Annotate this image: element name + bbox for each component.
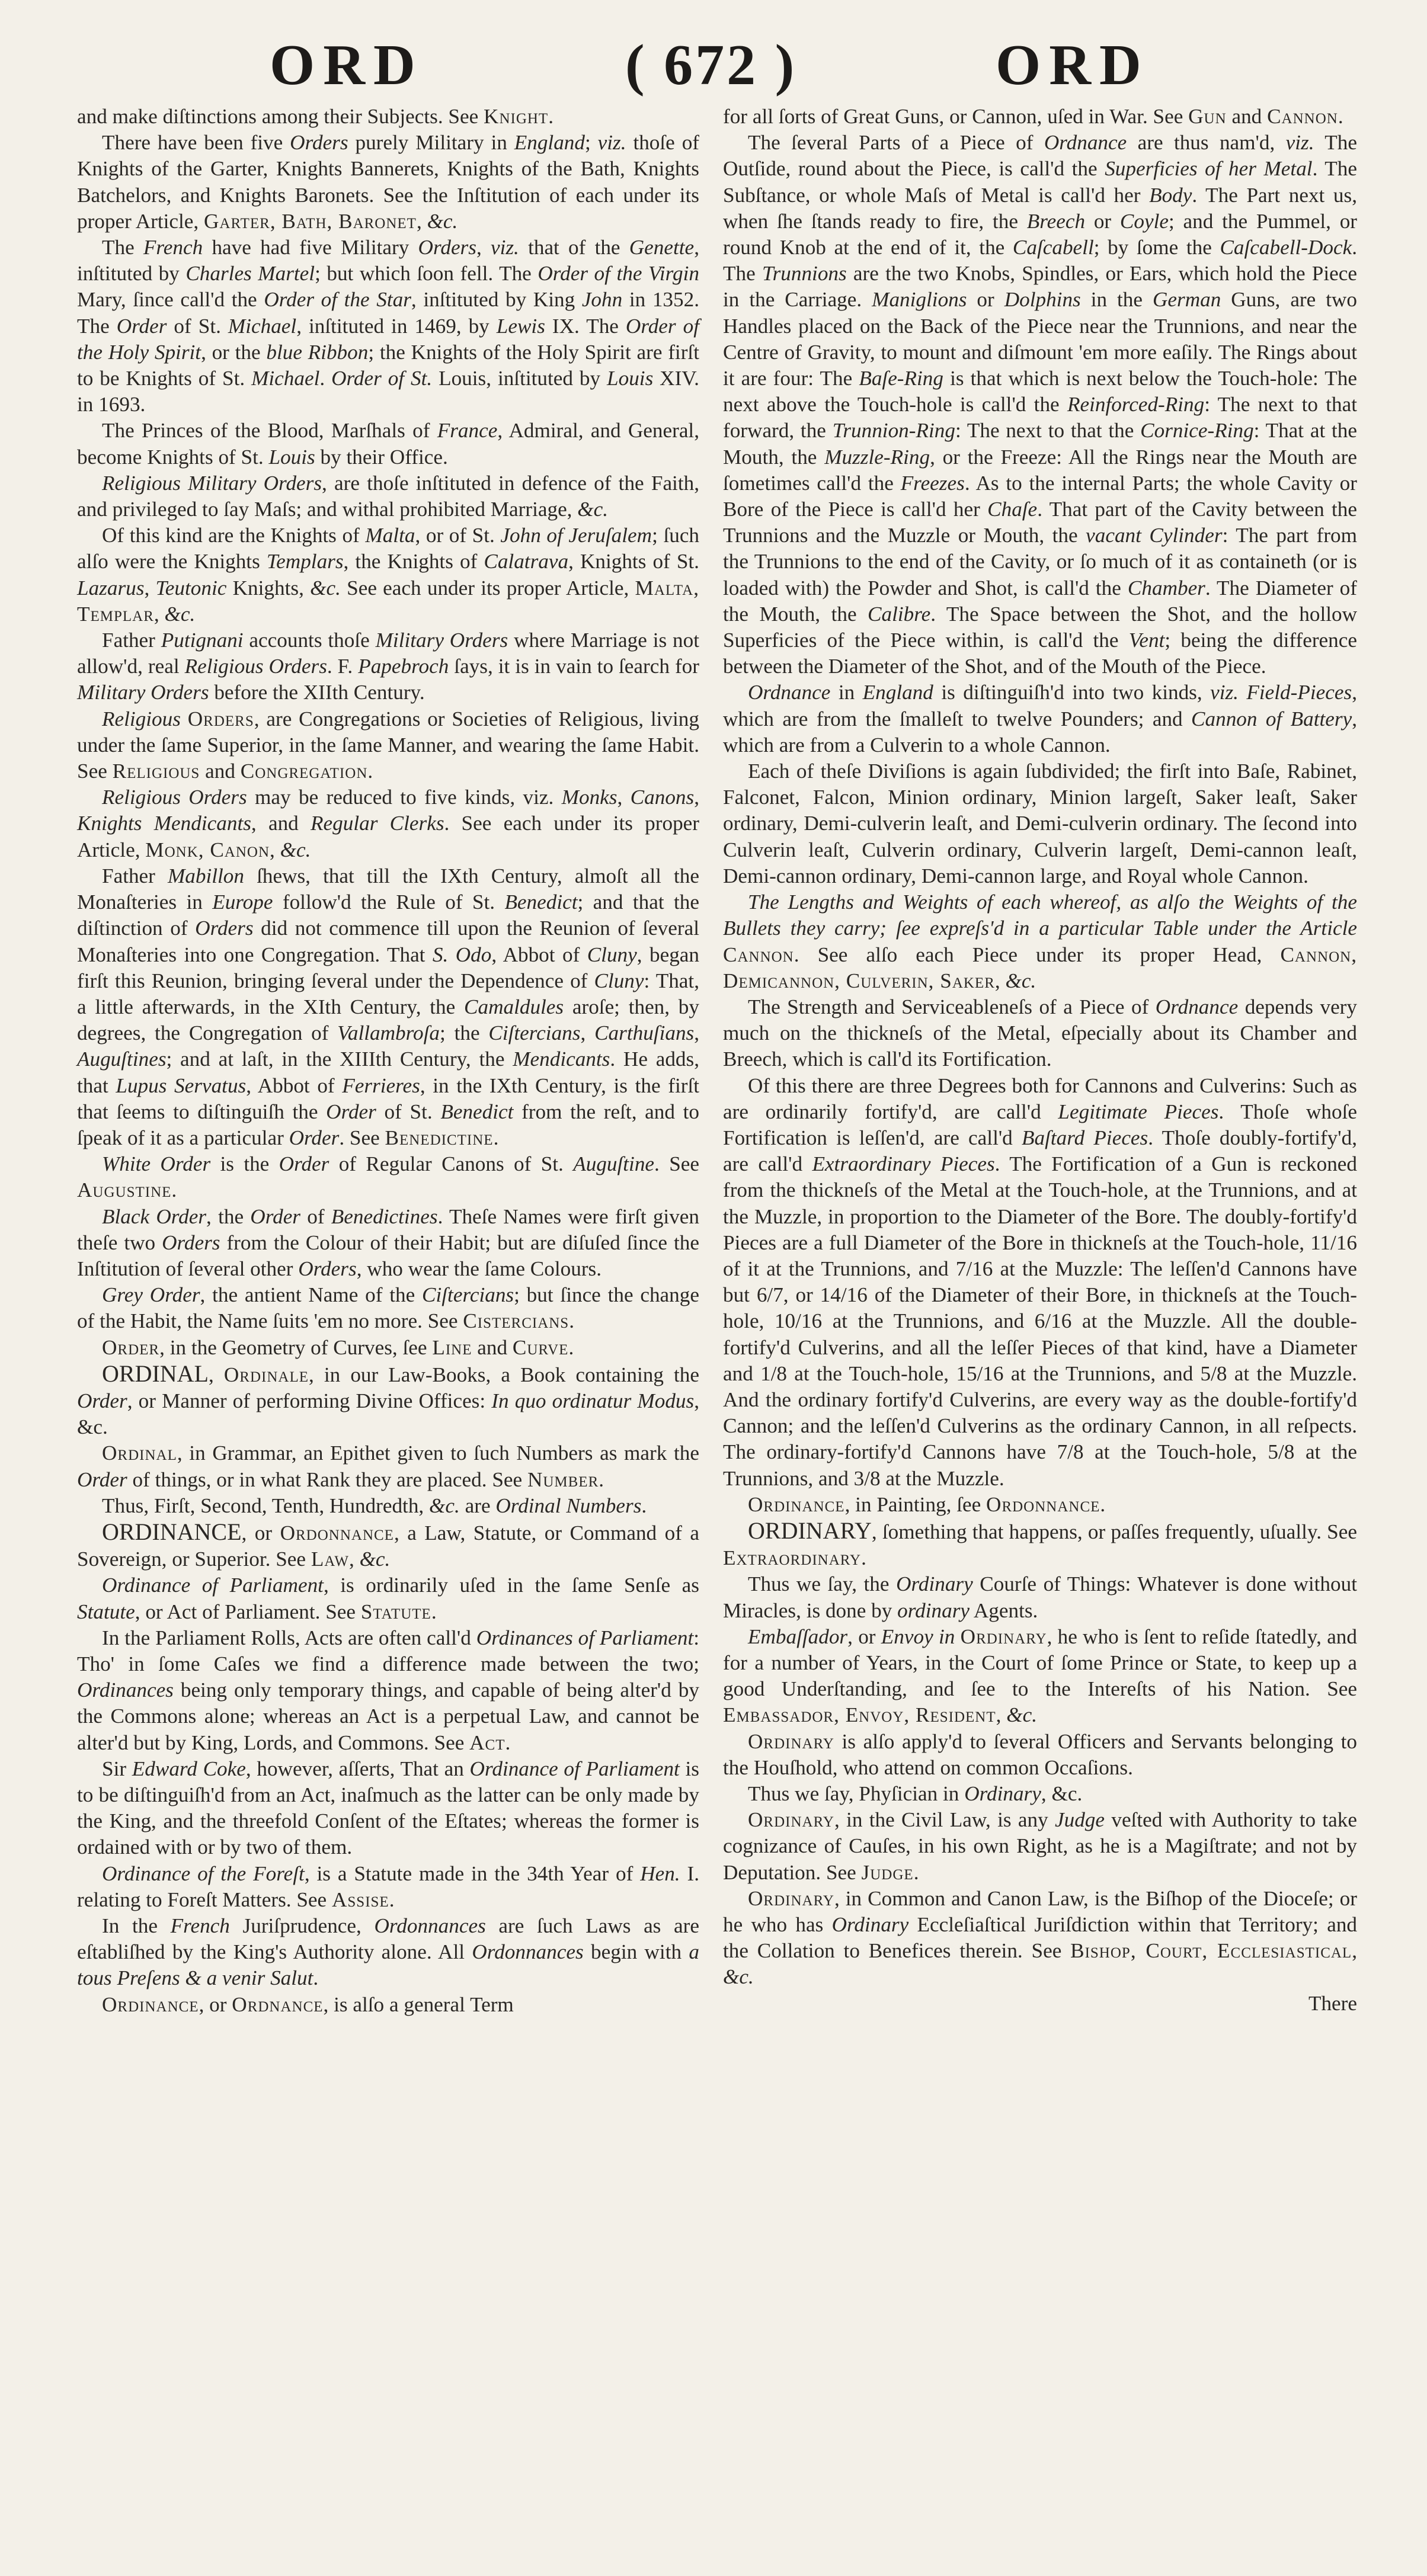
paragraph: The ſeveral Parts of a Piece of Ordnance are thus nam'd, viz. The Outſide, round about the Piece, is call'd the Superficies of her Metal. The Subſtance, or whole Maſs of Metal is call'd her Body. The Part next us, when ſhe ſtands ready to fire, the Breech or Coyle; and the Pummel, or round Knob at the end of it, the Caſcabell; by ſome the Caſcabell-Dock. The Trunnions are the two Knobs, Spindles, or Ears, which hold the Piece in the Carriage. Maniglions or Dolphins in the German Guns, are two Handles placed on the Back of the Piece near the Trunnions, and near the Centre of Gravity, to mount and diſmount 'em more eaſily. The Rings about it are four: The Baſe-Ring is that which is next below the Touch-hole: The next above the Touch-hole is call'd the Reinforced-Ring: The next to that forward, the Trunnion-Ring: The next to that the Cornice-Ring: That at the Mouth, the Muzzle-Ring, or the Freeze: All the Rings near the Mouth are ſometimes call'd the Freezes. As to the internal Parts; the whole Cavity or Bore of the Piece is call'd her Chaſe. That part of the Cavity between the Trunnions and the Muzzle or Mouth, the vacant Cylinder: The part from the Trunnions to the end of the Cavity, or ſo much of it as containeth (or is loaded with) the Powder and Shot, is call'd the Chamber. The Diameter of the Mouth, the Calibre. The Space between the Shot, and the hollow Superficies of the Piece within, is call'd the Vent; being the difference between the Diameter of the Shot, and of the Mouth of the Piece. bbox=[723, 131, 1358, 678]
right-column bbox=[723, 104, 1357, 2017]
paragraph: Each of theſe Diviſions is again ſubdivided; the firſt into Baſe, Rabinet, Falconet, Falcon, Minion ordinary, Minion largeſt, Saker leaſt, Saker ordinary, Demi-culverin leaſt, and Demi-culverin ordinary. The ſecond into Culverin leaſt, Culverin ordinary, Culverin largeſt, Demi-cannon leaſt, Demi-cannon ordinary, Demi-cannon large, and Royal whole Cannon. bbox=[723, 760, 1357, 887]
header-left-word: ORD bbox=[270, 33, 424, 97]
paragraph: Ordinance, or Ordnance, is alſo a general Term bbox=[102, 1992, 514, 2016]
paragraph: Of this there are three Degrees both for Cannons and Culverins: Such as are ordinarily fortify'd, are call'd Legitimate Pieces. Thoſe whoſe Fortification is leſſen'd, are call'd Baſtard Pieces. Thoſe doubly-fortify'd, are call'd Extraordinary Pieces. The Fortification of a Gun is reckoned from the thickneſs of the Metal at the Touch-hole, at the Trunnions, and at the Muzzle, in proportion to the Diameter of the Bore. The doubly-fortify'd Pieces are a full Diameter of the Bore in thickneſs at the Touch-hole, 11/16 of it at the Trunnions, and 7/16 at the Muzzle: The leſſen'd Cannons have but 6/7, or 14/16 of the Diameter of their Bore, in thickneſs at the Touch-hole, 10/16 at the Trunnions, and 6/16 at the Muzzle. All the double-fortify'd Culverins, and all the leſſer Pieces of that kind, have a Diameter and 1/8 at the Touch-hole, 15/16 at the Trunnions, and 5/8 at the Muzzle. And the ordinary fortify'd Culverins, are every way as the double-fortify'd Cannon; and the leſſen'd Culverins as the ordinary Cannon, in all reſpects. The ordinary-fortify'd Cannons have 7/8 at the Touch-hole, 5/8 at the Trunnions, and 3/8 at the Muzzle. bbox=[723, 1074, 1358, 1490]
paragraph: Ordinance, in Painting, ſee Ordonnance. bbox=[748, 1492, 1106, 1516]
paragraph: Ordinal, in Grammar, an Epithet given to ſuch Numbers as mark the Order of things, or in what Rank they are placed. See Number. bbox=[77, 1441, 699, 1491]
left-column bbox=[77, 104, 699, 2018]
paragraph: Ordinance of the Foreſt, is a Statute made in the 34th Year of Hen. I. relating to Foreſt Matters. See Assise. bbox=[77, 1861, 700, 1911]
paragraph: The Lengths and Weights of each whereof, as alſo the Weights of the Bullets they carry; ſee expreſs'd in a particular Table under the Article Cannon. See alſo each Piece under its proper Head, Cannon, Demicannon, Culverin, Saker, &c. bbox=[723, 890, 1357, 992]
paragraph: In the French Juriſprudence, Ordonnances are ſuch Laws as are eſtabliſhed by the King's Authority alone. All Ordonnances begin with a tous Preſens & a venir Salut. bbox=[77, 1914, 700, 1990]
paragraph: In the Parliament Rolls, Acts are often call'd Ordinances of Parliament: Tho' in ſome Caſes we find a difference made between the two; Ordinances being only temporary things, and capable of being alter'd by the Commons alone; whereas an Act is a perpetual Law, and cannot be alter'd but by King, Lords, and Commons. See Act. bbox=[77, 1626, 700, 1754]
paragraph: Father Mabillon ſhews, that till the IXth Century, almoſt all the Monaſteries in Europe follow'd the Rule of St. Benedict; and that the diſtinction of Orders did not commence till upon the Reunion of ſeveral Monaſteries into one Congregation. That S. Odo, Abbot of Cluny, began firſt this Reunion, bringing ſeveral under the Dependence of Cluny: That, a little afterwards, in the XIth Century, the Camaldules aroſe; then, by degrees, the Congregation of Vallambroſa; the Ciſtercians, Carthuſians, Auguſtines; and at laſt, in the XIIIth Century, the Mendicants. He adds, that Lupus Servatus, Abbot of Ferrieres, in the IXth Century, is the firſt that ſeems to diſtinguiſh the Order of St. Benedict from the reſt, and to ſpeak of it as a particular Order. See Benedictine. bbox=[77, 864, 700, 1149]
paragraph: The Strength and Serviceableneſs of a Piece of Ordnance depends very much on the thickneſs of the Metal, eſpecially about its Chamber and Breech, which is call'd its Fortification. bbox=[723, 995, 1357, 1071]
paragraph: Ordinary, in the Civil Law, is any Judge veſted with Authority to take cognizance of Cauſes, in his own Right, as he is a Magiſtrate; and not by Deputation. See Judge. bbox=[723, 1808, 1357, 1884]
catchword: There bbox=[1308, 1991, 1357, 2015]
paragraph: for all ſorts of Great Guns, or Cannon, uſed in War. See Gun and Cannon. bbox=[723, 105, 1343, 128]
paragraph: Religious Orders may be reduced to five kinds, viz. Monks, Canons, Knights Mendicants, and Regular Clerks. See each under its proper Article, Monk, Canon, &c. bbox=[77, 786, 700, 861]
paragraph: Religious Military Orders, are thoſe inſtituted in defence of the Faith, and privileged to ſay Maſs; and withal prohibited Marriage, &c. bbox=[77, 471, 700, 521]
paragraph: ORDINAL, Ordinale, in our Law-Books, a Book containing the Order, or Manner of performing Divine Offices: In quo ordinatur Modus, &c. bbox=[77, 1360, 700, 1439]
paragraph: Thus we ſay, the Ordinary Courſe of Things: Whatever is done without Miracles, is done by ordinary Agents. bbox=[723, 1572, 1357, 1622]
paragraph: Thus, Firſt, Second, Tenth, Hundredth, &c. are Ordinal Numbers. bbox=[102, 1494, 647, 1517]
paragraph: Order, in the Geometry of Curves, ſee Line and Curve. bbox=[102, 1335, 574, 1359]
paragraph: Ordinary, in Common and Canon Law, is the Biſhop of the Dioceſe; or he who has Ordinary Eccleſiaſtical Juriſdiction within that Territory; and the Collation to Benefices therein. See Bishop, Court, Ecclesiastical, &c. bbox=[723, 1886, 1358, 1989]
paragraph: ORDINANCE, or Ordonnance, a Law, Statute, or Command of a Sovereign, or Superior. See Law, &c. bbox=[77, 1518, 700, 1571]
paragraph: Thus we ſay, Phyſician in Ordinary, &c. bbox=[748, 1782, 1083, 1805]
paragraph: White Order is the Order of Regular Canons of St. Auguſtine. See Augustine. bbox=[77, 1152, 700, 1202]
paragraph: Ordnance in England is diſtinguiſh'd into two kinds, viz. Field-Pieces, which are from the ſmalleſt to twelve Pounders; and Cannon of Battery, which are from a Culverin to a whole Cannon. bbox=[723, 681, 1357, 757]
paragraph: Grey Order, the antient Name of the Ciſtercians; but ſince the change of the Habit, the Name ſuits 'em no more. See Cistercians. bbox=[77, 1283, 699, 1333]
paragraph: Sir Edward Coke, however, aſſerts, That an Ordinance of Parliament is to be diſtinguiſh'd from an Act, inaſmuch as the latter can be only made by the King, and the threefold Conſent of the Eſtates; whereas the former is ordained with or by two of them. bbox=[77, 1757, 699, 1859]
paragraph: Ordinance of Parliament, is ordinarily uſed in the ſame Senſe as Statute, or Act of Parliament. See Statute. bbox=[77, 1574, 699, 1623]
paragraph: Embaſſador, or Envoy in Ordinary, he who is ſent to reſide ſtatedly, and for a number of Years, in the Court of ſome Prince or State, to keep up a good Underſtanding, and ſee to the Intereſts of his Nation. See Embassador, Envoy, Resident, &c. bbox=[723, 1625, 1357, 1727]
paragraph: Religious Orders, are Congregations or Societies of Religious, living under the ſame Superior, in the ſame Manner, and wearing the ſame Habit. See Religious and Congregation. bbox=[77, 707, 699, 783]
paragraph: Black Order, the Order of Benedictines. Theſe Names were firſt given theſe two Orders from the Colour of their Habit; but are diſuſed ſince the Inſtitution of ſeveral other Orders, who wear the ſame Colours. bbox=[77, 1204, 700, 1280]
paragraph: Ordinary is alſo apply'd to ſeveral Officers and Servants belonging to the Houſhold, who attend on common Occaſions. bbox=[723, 1729, 1357, 1779]
paragraph: and make diſtinctions among their Subjects. See Knight. bbox=[77, 105, 553, 128]
paragraph: Of this kind are the Knights of Malta, or of St. John of Jeruſalem; ſuch alſo were the Knights Templars, the Knights of Calatrava, Knights of St. Lazarus, Teutonic Knights, &c. See each under its proper Article, Malta, Templar, &c. bbox=[77, 524, 700, 626]
header-right-word: ORD bbox=[996, 33, 1150, 97]
paragraph: Father Putignani accounts thoſe Military Orders where Marriage is not allow'd, real Religious Orders. F. Papebroch ſays, it is in vain to ſearch for Military Orders before the XIIth Century. bbox=[77, 629, 699, 704]
paragraph: There have been five Orders purely Military in England; viz. thoſe of Knights of the Garter, Knights Bannerets, Knights of the Bath, Knights Batchelors, and Knights Baronets. See the Inſtitution of each under its proper Article, Garter, Bath, Baronet, &c. bbox=[77, 131, 700, 233]
running-header bbox=[0, 33, 1427, 98]
paragraph: The French have had five Military Orders, viz. that of the Genette, inſtituted by Charles Martel; but which ſoon fell. The Order of the Virgin Mary, ſince call'd the Order of the Star, inſtituted by King John in 1352. The Order of St. Michael, inſtituted in 1469, by Lewis IX. The Order of the Holy Spirit, or the blue Ribbon; the Knights of the Holy Spirit are firſt to be Knights of St. Michael. Order of St. Louis, inſtituted by Louis XIV. in 1693. bbox=[77, 236, 700, 416]
page-number: ( 672 ) bbox=[625, 33, 797, 97]
paragraph: ORDINARY, ſomething that happens, or paſſes frequently, uſually. See Extraordinary. bbox=[723, 1517, 1357, 1570]
paragraph: The Princes of the Blood, Marſhals of France, Admiral, and General, become Knights of St. Louis by their Office. bbox=[77, 419, 700, 469]
